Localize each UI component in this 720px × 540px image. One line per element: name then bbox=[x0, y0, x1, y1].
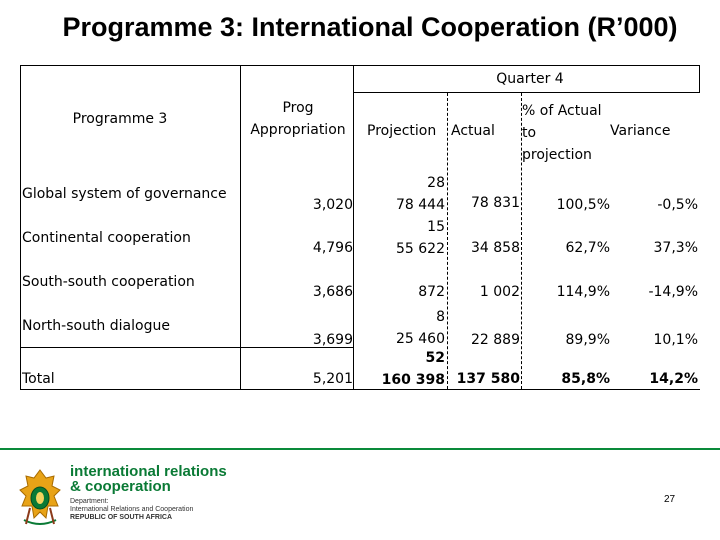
table-vline-appropriation bbox=[240, 65, 241, 390]
row-appropriation: 3,699 bbox=[312, 332, 353, 348]
row-projection: 15 55 622 bbox=[396, 219, 445, 257]
department-logo bbox=[12, 462, 227, 532]
row-actual: 34 858 bbox=[471, 240, 520, 256]
dept-sub3: REPUBLIC OF SOUTH AFRICA bbox=[70, 514, 173, 521]
dept-sub1: Department: bbox=[70, 498, 109, 505]
header-projection: Projection bbox=[367, 123, 437, 139]
row-projection: 28 78 444 bbox=[396, 175, 445, 213]
row-appropriation: 4,796 bbox=[312, 240, 353, 256]
row-variance: 37,3% bbox=[653, 240, 698, 256]
budget-table bbox=[20, 65, 700, 390]
row-projection: 8 25 460 bbox=[396, 309, 445, 347]
row-appropriation: 3,686 bbox=[312, 284, 353, 300]
header-programme: Programme 3 bbox=[72, 111, 168, 127]
row-actual: 78 831 bbox=[471, 195, 520, 211]
header-appropriation: Prog Appropriation bbox=[250, 100, 346, 138]
row-name: Continental cooperation bbox=[22, 230, 191, 246]
row-pct: 100,5% bbox=[556, 197, 610, 213]
row-pct: 62,7% bbox=[565, 240, 610, 256]
page-number: 27 bbox=[664, 494, 676, 505]
row-actual: 22 889 bbox=[471, 332, 520, 348]
row-projection-total: 52 160 398 bbox=[381, 350, 445, 388]
header-pct-actual: % of Actual to projection bbox=[522, 103, 602, 163]
row-pct: 114,9% bbox=[556, 284, 610, 300]
row-appropriation-total: 5,201 bbox=[312, 371, 353, 387]
footer-divider bbox=[0, 448, 720, 450]
department-name-block bbox=[70, 464, 227, 522]
header-actual: Actual bbox=[451, 123, 495, 139]
table-dotted-projection-actual bbox=[447, 93, 448, 389]
row-pct: 89,9% bbox=[565, 332, 610, 348]
row-name: South-south cooperation bbox=[22, 274, 195, 290]
row-actual: 1 002 bbox=[479, 284, 520, 300]
row-appropriation: 3,020 bbox=[312, 197, 353, 213]
row-name: Global system of governance bbox=[22, 186, 227, 202]
dept-sub2: International Relations and Cooperation bbox=[70, 506, 194, 513]
row-variance-total: 14,2% bbox=[649, 371, 698, 387]
header-variance: Variance bbox=[610, 123, 671, 139]
row-variance: 10,1% bbox=[653, 332, 698, 348]
row-variance: -14,9% bbox=[648, 284, 698, 300]
dept-line2: & cooperation bbox=[70, 478, 171, 495]
row-actual-total: 137 580 bbox=[456, 371, 520, 387]
row-name-total: Total bbox=[22, 371, 55, 387]
row-projection: 872 bbox=[418, 284, 445, 300]
row-variance: -0,5% bbox=[657, 197, 698, 213]
dept-line1: international relations bbox=[70, 463, 227, 480]
row-pct-total: 85,8% bbox=[561, 371, 610, 387]
page-title: Programme 3: International Cooperation (R’000) bbox=[62, 12, 678, 42]
coat-of-arms-icon bbox=[16, 468, 64, 528]
quarter-header: Quarter 4 bbox=[496, 71, 564, 87]
row-name: North-south dialogue bbox=[22, 318, 170, 334]
